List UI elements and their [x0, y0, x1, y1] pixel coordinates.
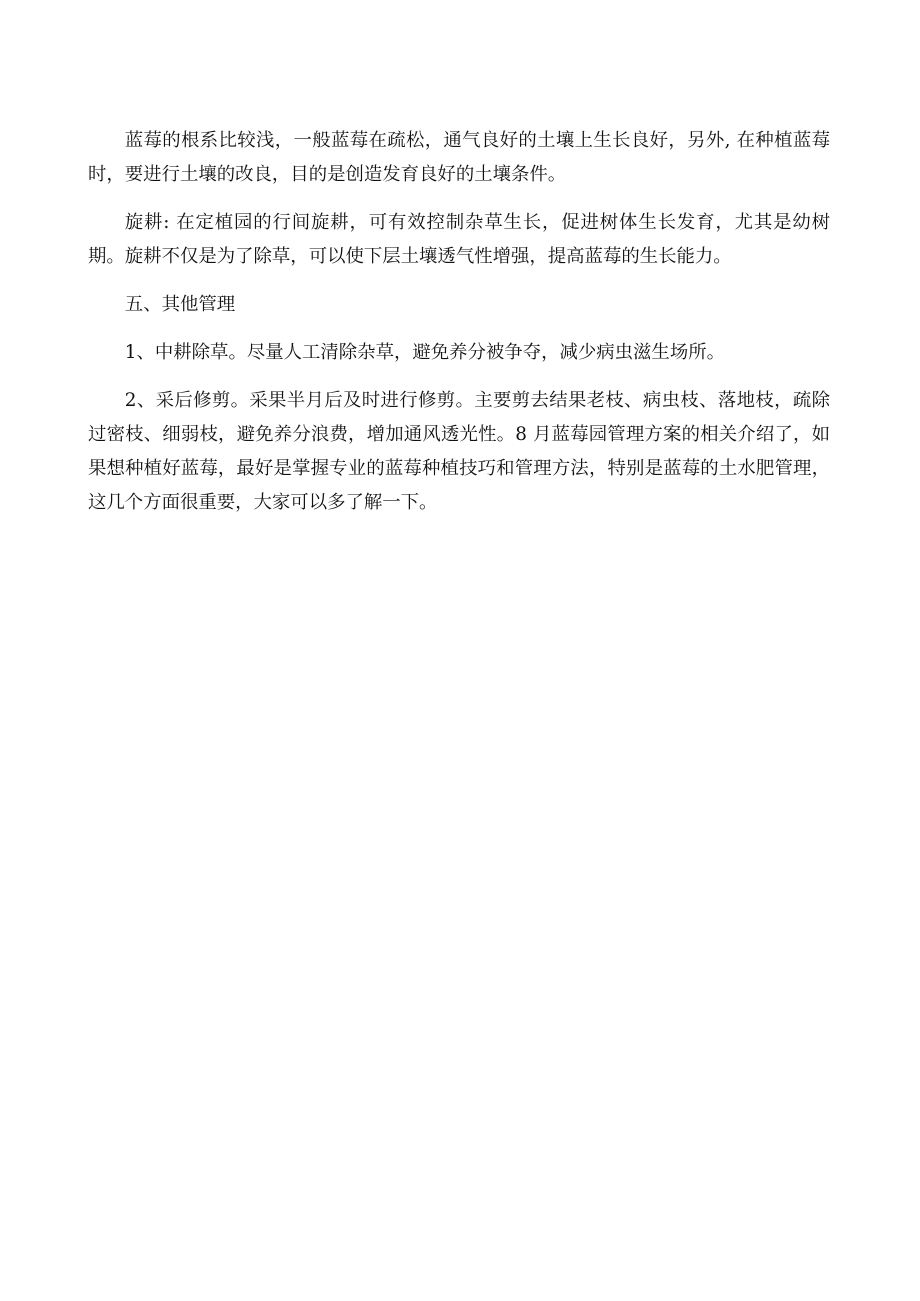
section-heading-other-management: 五、其他管理 — [124, 294, 236, 315]
paragraph-rotary-tillage: 旋耕: 在定植园的行间旋耕，可有效控制杂草生长，促进树体生长发育，尤其是幼树期。旋耕不仅是为了除草，可以使下层土壤透气性增强，提高蓝莓的生长能力。 — [88, 212, 830, 267]
document-page — [88, 124, 830, 534]
paragraph-pruning: 2、采后修剪。采果半月后及时进行修剪。主要剪去结果老枝、病虫枝、落地枝，疏除过密枝、细弱枝，避免养分浪费，增加通风透光性。8 月蓝莓园管理方案的相关介绍了，如果想种植好蓝莓，最好是掌握专业的蓝莓种植技巧和管理方法，特别是蓝莓的土水肥管理，这几个方面很重要，大家可以多了解一下。 — [88, 390, 830, 513]
paragraph-soil-improvement: 蓝莓的根系比较浅，一般蓝莓在疏松，通气良好的土壤上生长良好，另外, 在种植蓝莓时，要进行土壤的改良，目的是创造发育良好的土壤条件。 — [88, 130, 830, 185]
paragraph-weeding: 1、中耕除草。尽量人工清除杂草，避免养分被争夺，减少病虫滋生场所。 — [124, 342, 725, 363]
